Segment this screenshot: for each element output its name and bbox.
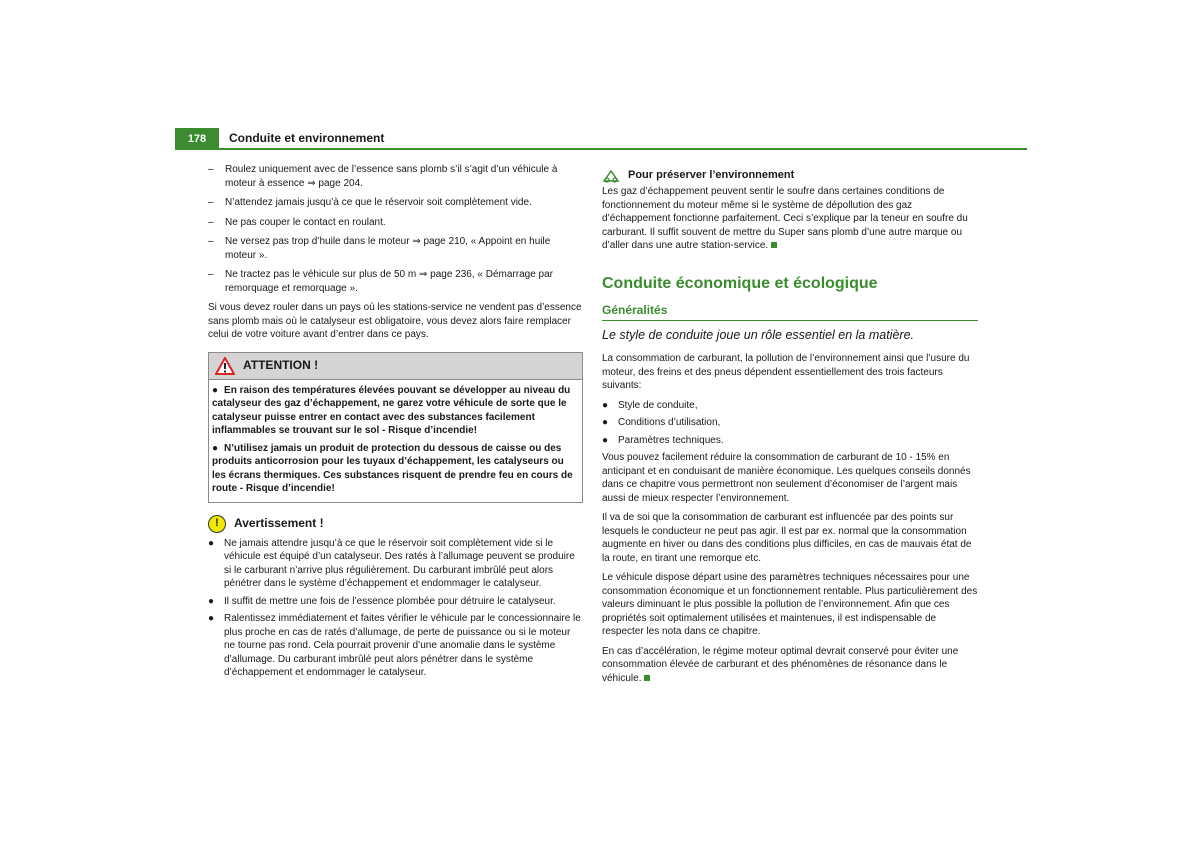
- right-column: [602, 163, 978, 691]
- body-paragraph: Le véhicule dispose départ usine des paramètres techniques nécessaires pour une consommation économique et un fonctionnement rentable. Plus particulièrement des valeurs diminuant le plus possible la pollution de l’environnement. Afin que ces propriétés soit optimalement utilisées et maintenues, il est indispensable de respecter les nota dans ce chapitre.: [602, 572, 978, 637]
- bullet-icon: ●: [602, 399, 609, 411]
- bullet-icon: ●: [212, 442, 219, 454]
- attention-text: En raison des températures élevées pouvant se développer au niveau du catalyseur des gaz d’échappement, ne garez votre véhicule de sorte que le catalyseur puisse entrer en contact avec des substances facilement inflammables se trouvant sur le sol - Risque d’incendie!: [212, 384, 571, 436]
- list-item: [602, 434, 978, 448]
- end-marker-icon: [771, 242, 777, 248]
- environment-title: Pour préserver l’environnement: [628, 169, 795, 182]
- factor-text: Style de conduite,: [618, 399, 698, 411]
- list-item: [208, 595, 583, 609]
- body-paragraph: Vous pouvez facilement réduire la consommation de carburant de 10 - 15% en anticipant et en conduisant de manière économique. Les quelques conseils donnés dans ce chapitre vous permettront non seulement d’économiser de l’argent mais aussi de mieux respecter l’environnement.: [602, 452, 971, 504]
- bullet-icon: ●: [212, 384, 219, 396]
- section-title: Conduite économique et écologique: [602, 274, 878, 292]
- final-paragraph: [602, 645, 978, 686]
- left-column: [208, 163, 583, 684]
- attention-header: [209, 353, 582, 380]
- exclamation-icon: !: [208, 515, 226, 533]
- list-item: [212, 442, 578, 496]
- body-paragraph: Si vous devez rouler dans un pays où les stations-service ne vendent pas d’essence sans plomb mais où le catalyseur est obligatoire, vous devez alors faire remplacer celui de votre voiture avant d’entrer dans ce pays.: [208, 302, 582, 340]
- environment-text: [602, 185, 978, 253]
- subsection-title: Généralités: [602, 304, 978, 321]
- bullet-icon: ●: [602, 417, 609, 428]
- environment-body: Les gaz d’échappement peuvent sentir le soufre dans certaines conditions de fonctionnement du moteur même si le système de dépollution des gaz d’échappement fonctionne parfaitement. Ceci s’explique par la teneur en soufre du carburant. Il suffit souvent de mettre du Super sans plomb d’une autre marque ou d’aller dans une autre station-service.: [602, 186, 968, 251]
- bullet-icon: ●: [208, 613, 215, 624]
- list-item: – N’attendez jamais jusqu’à ce que le réservoir soit complètement vide.: [208, 196, 583, 210]
- body-paragraph: Il va de soi que la consommation de carburant est influencée par des points sur lesquels le conducteur ne peut pas agir. Il est par ex. normal que la consommation augmente en hiver ou dans des conditions plus difficiles, en cas de mauvais état de la route, en tirant une remorque etc.: [602, 512, 972, 564]
- attention-box: [208, 352, 583, 503]
- list-item: – Ne pas couper le contact en roulant.: [208, 216, 583, 230]
- bullet-icon: ●: [208, 537, 215, 549]
- dash-list: [208, 163, 583, 295]
- lead-text: Le style de conduite joue un rôle essentiel en la matière.: [602, 327, 914, 342]
- environment-icon: [602, 169, 620, 183]
- notice-title: Avertissement !: [234, 515, 324, 530]
- list-item: [212, 384, 578, 438]
- header-rule: [219, 148, 1027, 150]
- warning-triangle-icon: [215, 357, 235, 375]
- page-number: 178: [175, 128, 219, 150]
- chapter-title: Conduite et environnement: [229, 131, 385, 145]
- body-paragraph: En cas d’accélération, le régime moteur optimal devrait conservé pour éviter une consommation élevée de carburant et des phénomènes de résonance dans le véhicule.: [602, 645, 959, 684]
- notice-header: [208, 515, 583, 533]
- list-item: [602, 416, 978, 430]
- bullet-icon: ●: [602, 434, 609, 446]
- list-item: – Ne versez pas trop d’huile dans le moteur ⇒ page 210, « Appoint en huile moteur ».: [208, 235, 583, 262]
- factor-text: Paramètres techniques.: [618, 434, 724, 446]
- end-marker-icon: [644, 675, 650, 681]
- list-item: – Roulez uniquement avec de l’essence sans plomb s’il s’agit d’un véhicule à moteur à essence ⇒ page 204.: [208, 163, 583, 190]
- bullet-icon: ●: [208, 595, 215, 607]
- list-item: [208, 537, 583, 591]
- notice-text: Ne jamais attendre jusqu’à ce que le réservoir soit complètement vide si le véhicule est équipé d’un catalyseur. Des ratés à l’allumage peuvent se produire si le carburant n’arrive plus régulièrement. Du carburant imbrûlé peut alors pénétrer dans le système d’échappement et endommager le catalyseur.: [224, 537, 575, 589]
- environment-header: [602, 169, 978, 183]
- notice-text: Il suffit de mettre une fois de l’essence plombée pour détruire le catalyseur.: [224, 595, 556, 607]
- body-paragraph: La consommation de carburant, la pollution de l’environnement ainsi que l’usure du moteur, des freins et des pneus dépendent essentiellement des trois facteurs suivants:: [602, 353, 970, 391]
- factor-text: Conditions d’utilisation,: [618, 417, 721, 428]
- notice-text: Ralentissez immédiatement et faites vérifier le véhicule par le concessionnaire le plus proche en cas de ratés d’allumage, de perte de puissance ou si le moteur ne tourne pas rond. Cela pourrait provenir d’une anomalie dans le système d’allumage. Du carburant imbrûlé peut alors pénétrer dans le système d’échappement et endommager le catalyseur.: [224, 613, 581, 678]
- list-item: [602, 399, 978, 413]
- attention-text: N’utilisez jamais un produit de protection du dessous de caisse ou des produits anticorrosion pour les tuyaux d’échappement, les catalyseurs ou les écrans thermiques. Ces substances risquent de prendre feu en cours de route - Risque d’incendie!: [212, 442, 573, 494]
- list-item: [208, 612, 583, 680]
- attention-title: ATTENTION !: [243, 357, 319, 372]
- attention-body: [209, 380, 582, 502]
- list-item: – Ne tractez pas le véhicule sur plus de 50 m ⇒ page 236, « Démarrage par remorquage et remorquage ».: [208, 268, 583, 295]
